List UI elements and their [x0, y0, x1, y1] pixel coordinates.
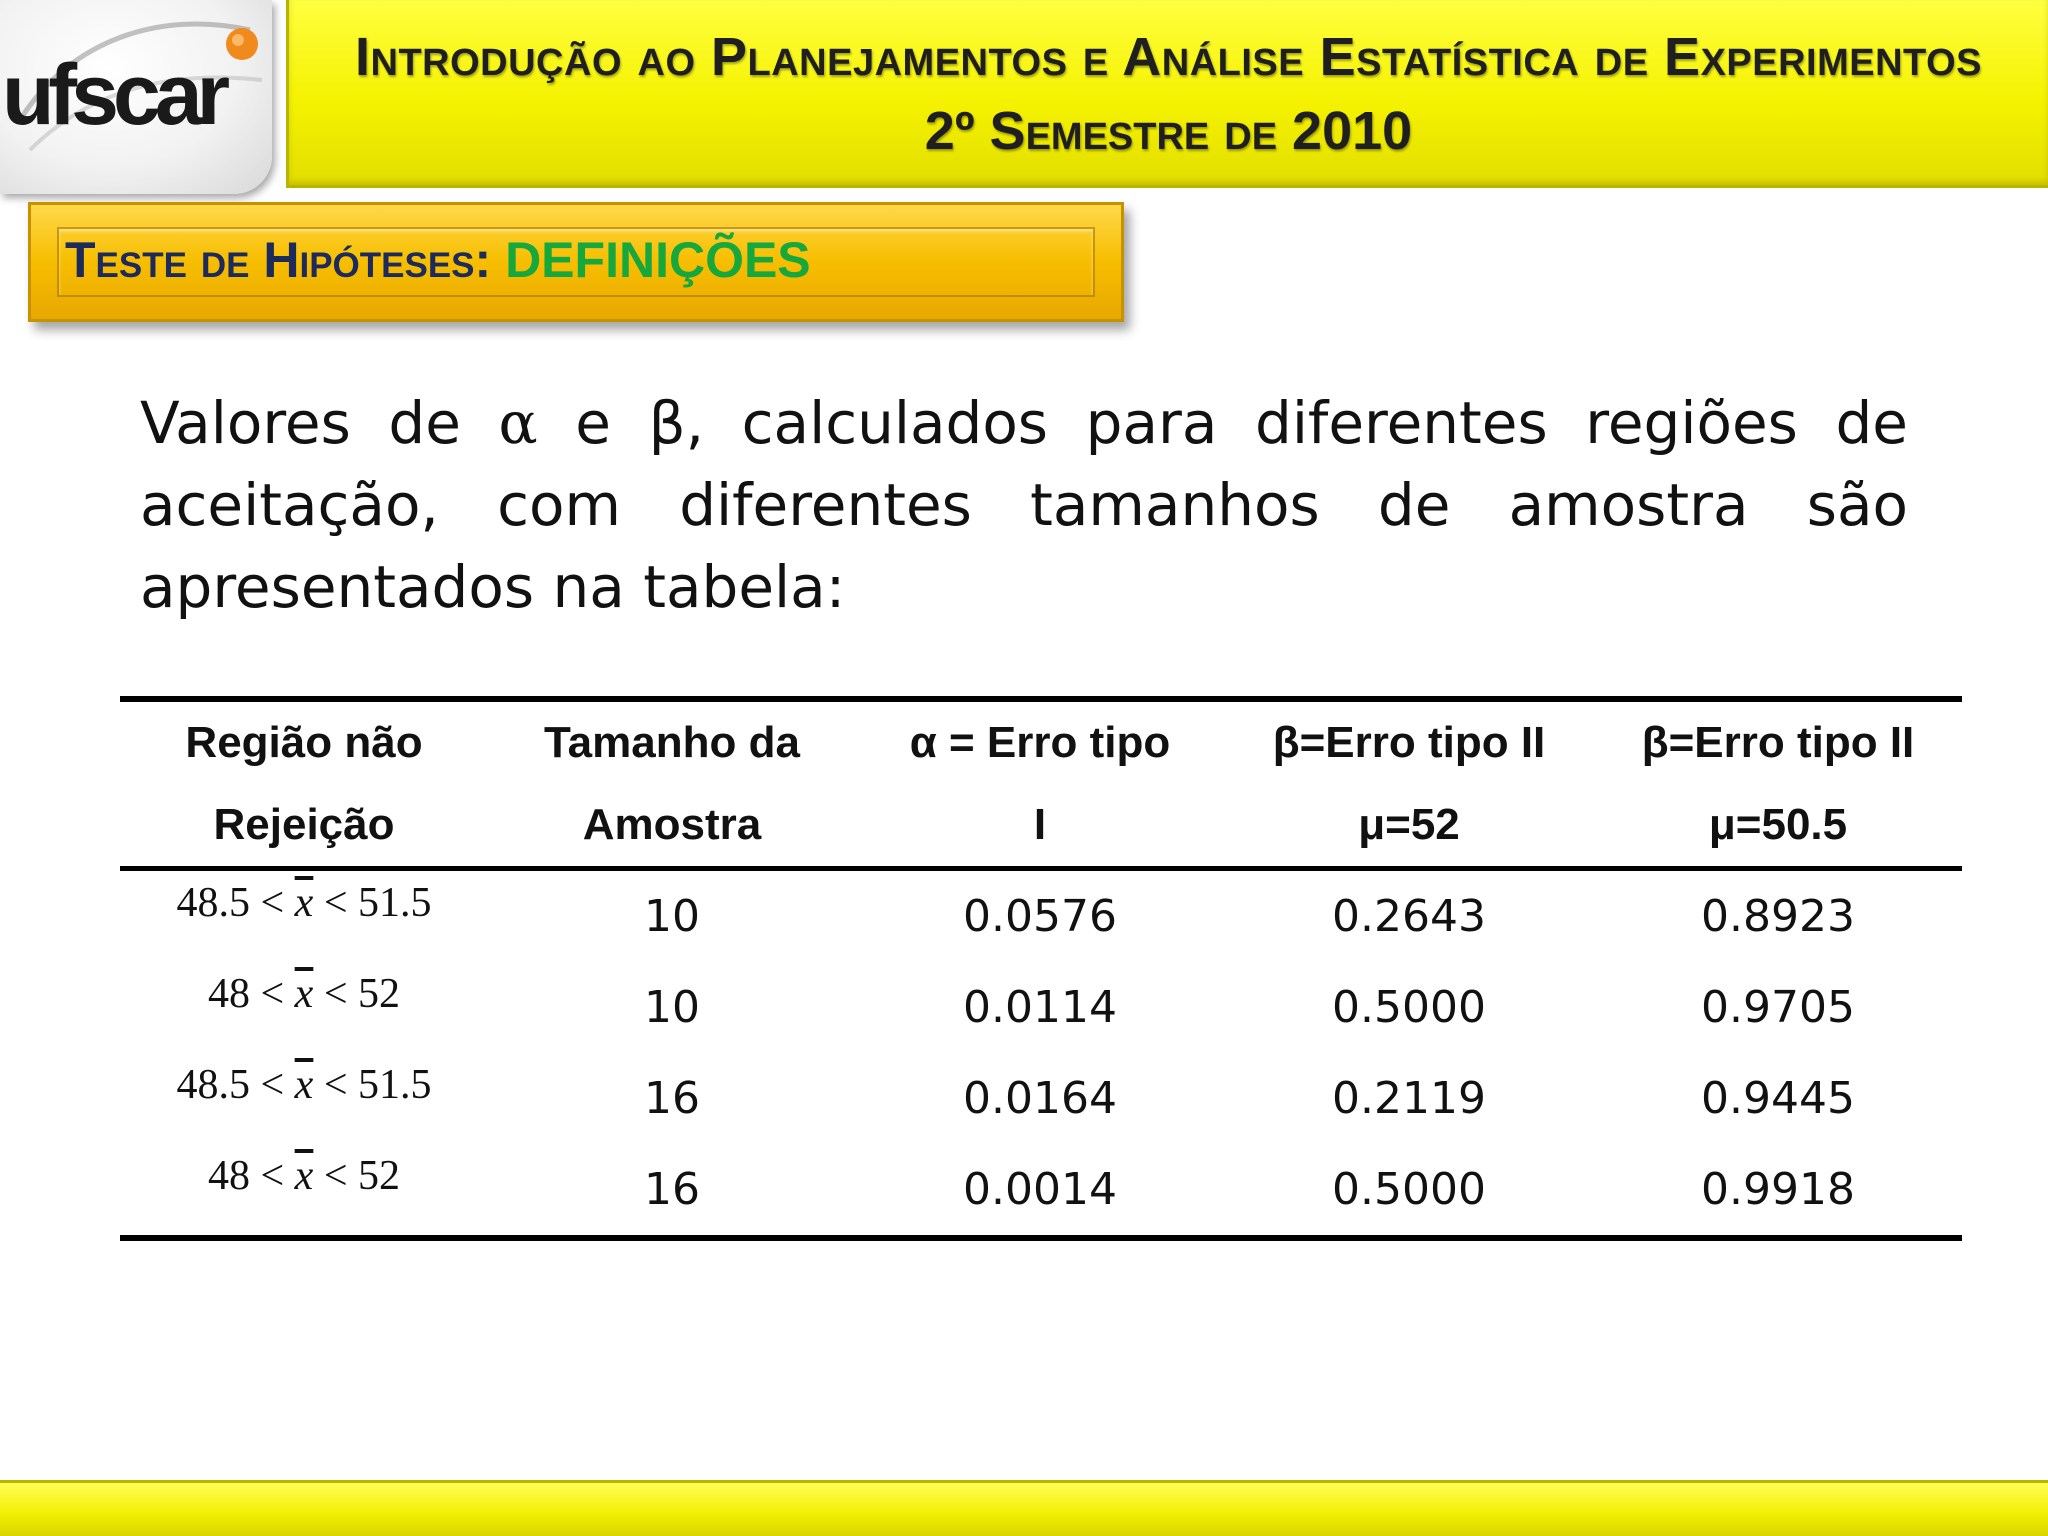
region-cell: $48.5 < \overline{x} < 51.5$: [176, 1062, 432, 1108]
alpha-symbol: α: [498, 389, 538, 457]
sample-size-cell: 16: [644, 1073, 700, 1124]
table-header-row: [120, 699, 1962, 869]
alpha-beta-table: [120, 696, 1962, 1241]
ufscar-logo: [0, 0, 272, 194]
beta-mu505-cell: 0.9705: [1701, 982, 1855, 1033]
header-region: Região não Rejeição: [185, 718, 423, 849]
beta-mu52-cell: 0.2643: [1332, 891, 1486, 942]
beta-mu505-cell: 0.8923: [1701, 891, 1855, 942]
alpha-cell: 0.0114: [963, 982, 1117, 1033]
beta-mu52-cell: 0.5000: [1332, 982, 1486, 1033]
section-title: [65, 232, 811, 288]
course-title: Introdução ao Planejamentos e Análise Estatística de Experimentos: [355, 27, 1982, 87]
header-beta-mu505: β=Erro tipo II μ=50.5: [1641, 718, 1915, 849]
section-title-prefix: Teste de Hipóteses:: [65, 232, 506, 288]
header-sample-size: Tamanho da Amostra: [544, 718, 800, 849]
table-row: [120, 962, 1962, 1053]
section-title-accent: DEFINIÇÕES: [505, 232, 811, 288]
logo-wordmark: ufscar: [2, 47, 225, 143]
table-row: [120, 1053, 1962, 1144]
semester-title: 2º Semestre de 2010: [924, 101, 1413, 161]
table-row: [120, 869, 1962, 963]
footer-bar: [0, 1480, 2048, 1536]
alpha-cell: 0.0014: [963, 1164, 1117, 1215]
beta-mu52-cell: 0.2119: [1332, 1073, 1486, 1124]
table-body: [120, 869, 1962, 1239]
section-label-box: [28, 202, 1124, 322]
intro-text-start: Valores de: [140, 389, 499, 457]
intro-text-rest: e β, calculados para diferentes regiões de aceitação, com diferentes tamanhos de amostra são apresentados na tabela:: [140, 389, 1908, 621]
intro-paragraph: [140, 382, 1908, 628]
region-cell: $48.5 < \overline{x} < 51.5$: [176, 880, 432, 926]
header-banner: [286, 0, 2048, 188]
alpha-cell: 0.0576: [963, 891, 1117, 942]
sample-size-cell: 10: [644, 891, 700, 942]
table-header: [120, 699, 1962, 869]
beta-mu52-cell: 0.5000: [1332, 1164, 1486, 1215]
header-beta-mu52: β=Erro tipo II μ=52: [1272, 718, 1546, 849]
alpha-cell: 0.0164: [963, 1073, 1117, 1124]
region-cell: $48 < \overline{x} < 52$: [207, 1153, 401, 1199]
beta-mu505-cell: 0.9445: [1701, 1073, 1855, 1124]
region-cell: $48 < \overline{x} < 52$: [207, 971, 401, 1017]
table-row: [120, 1144, 1962, 1238]
sample-size-cell: 16: [644, 1164, 700, 1215]
beta-mu505-cell: 0.9918: [1701, 1164, 1855, 1215]
header-alpha: α = Erro tipo I: [909, 718, 1171, 849]
sample-size-cell: 10: [644, 982, 700, 1033]
